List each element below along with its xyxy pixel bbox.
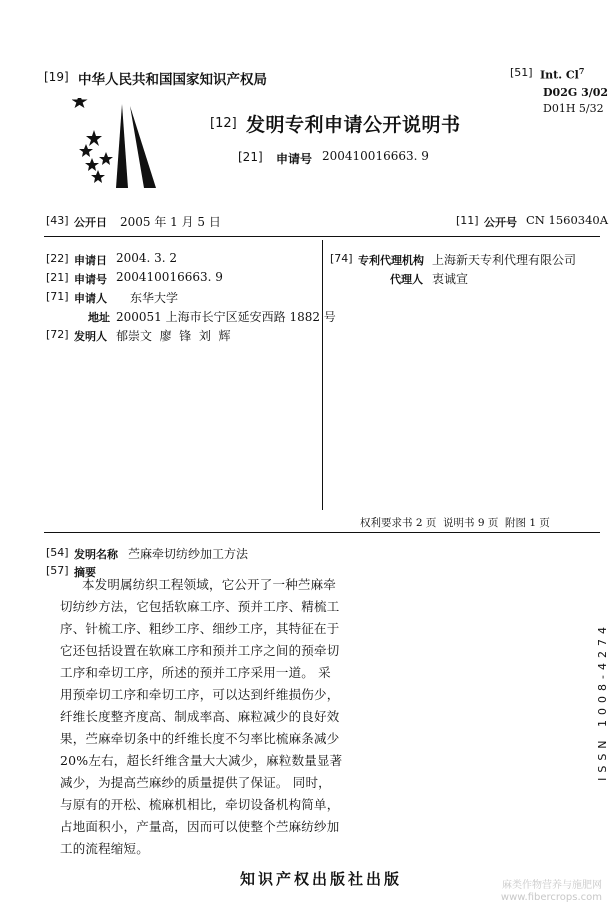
field-71-code: [71] xyxy=(46,290,69,303)
field-address-label: 地址 xyxy=(88,311,110,324)
abstract-label: 摘要 xyxy=(74,566,96,579)
abstract-line: 果，苎麻牵切条中的纤维长度不匀率比梳麻条减少 xyxy=(60,731,340,746)
abstract-line: 工序和牵切工序，所述的预并工序采用一道。 采 xyxy=(60,665,331,680)
field-21-label: 申请号 xyxy=(74,273,107,286)
abstract-line: 它还包括设置在软麻工序和预并工序之间的预牵切 xyxy=(60,643,340,658)
abstract-line: 减少，为提高苎麻纱的质量提供了保证。 同时， xyxy=(60,775,331,790)
abstract-code: [57] xyxy=(46,564,69,577)
publisher: 知识产权出版社出版 xyxy=(240,870,403,888)
field-agent-label: 代理人 xyxy=(390,273,423,286)
field-74-value: 上海新天专利代理有限公司 xyxy=(432,253,577,267)
abstract-line: 用预牵切工序和牵切工序，可以达到纤维损伤少， xyxy=(60,687,340,702)
pub-number-code: [11] xyxy=(456,214,479,227)
field-22-value: 2004. 3. 2 xyxy=(116,251,178,265)
abstract-line: 纤维长度整齐度高、制成率高、麻粒减少的良好效 xyxy=(60,709,340,724)
field-71-label: 申请人 xyxy=(74,292,107,305)
field-21-code: [21] xyxy=(46,271,69,284)
field-22-label: 申请日 xyxy=(74,254,107,267)
field-74-code: [74] xyxy=(330,252,353,265)
invention-title: 苎麻牵切纺纱加工方法 xyxy=(128,547,249,561)
title-code: [54] xyxy=(46,546,69,559)
field-72-label: 发明人 xyxy=(74,330,107,343)
abstract-line: 工的流程缩短。 xyxy=(60,841,149,856)
pub-date-label: 公开日 xyxy=(74,216,107,229)
doc-type-code: [12] xyxy=(210,116,237,131)
divider-top xyxy=(44,236,600,237)
field-agent-value: 衷诚宣 xyxy=(432,272,469,286)
abstract-line: 占地面积小，产量高，因而可以使整个苎麻纺纱加 xyxy=(60,819,340,834)
watermark: 麻类作物营养与施肥网 www.fibercrops.com xyxy=(500,880,602,903)
ipc-label: Int. Cl$^7$ xyxy=(540,66,585,82)
field-72-value: 郁崇文 廖 锋 刘 辉 xyxy=(116,329,231,343)
office-code: [19] xyxy=(44,70,69,84)
field-71-value: 东华大学 xyxy=(130,291,179,305)
field-72-code: [72] xyxy=(46,328,69,341)
field-22-code: [22] xyxy=(46,252,69,265)
pub-number-value: CN 1560340A xyxy=(526,213,609,227)
title-label: 发明名称 xyxy=(74,548,118,561)
field-21-value: 200410016663. 9 xyxy=(116,270,223,284)
patent-office-logo xyxy=(72,98,162,190)
office-name: 中华人民共和国国家知识产权局 xyxy=(78,72,267,88)
app-number-header-code: [21] xyxy=(238,150,263,164)
abstract-line: 切纺纱方法，它包括软麻工序、预并工序、精梳工 xyxy=(60,599,340,614)
field-address-value: 200051 上海市长宁区延安西路 1882 号 xyxy=(116,310,336,324)
ipc-primary: D02G 3/02 xyxy=(543,86,609,99)
abstract-line: 20%左右，超长纤维含量大大减少，麻粒数量显著 xyxy=(60,753,343,768)
app-number-header-label: 申请号 xyxy=(276,152,313,166)
ipc-secondary: D01H 5/32 xyxy=(543,102,604,115)
abstract-line: 序、针梳工序、粗纱工序、细纱工序，其特征在于 xyxy=(60,621,340,636)
divider-bottom xyxy=(44,532,600,533)
app-number-header-value: 200410016663. 9 xyxy=(322,149,429,163)
doc-type-title: 发明专利申请公开说明书 xyxy=(246,114,461,136)
column-divider xyxy=(322,240,323,510)
page-counts: 权利要求书 2 页 说明书 9 页 附图 1 页 xyxy=(360,517,550,529)
field-74-label: 专利代理机构 xyxy=(358,254,424,267)
issn: ISSN 1008-4274 xyxy=(596,622,609,781)
abstract-line: 与原有的开松、梳麻机相比，牵切设备机构简单， xyxy=(60,797,340,812)
abstract-line: 本发明属纺织工程领域，它公开了一种苎麻牵 xyxy=(82,577,337,592)
pub-date-code: [43] xyxy=(46,214,69,227)
pub-date-value: 2005 年 1 月 5 日 xyxy=(120,215,221,229)
pub-number-label: 公开号 xyxy=(484,216,517,229)
ipc-code: [51] xyxy=(510,66,533,79)
